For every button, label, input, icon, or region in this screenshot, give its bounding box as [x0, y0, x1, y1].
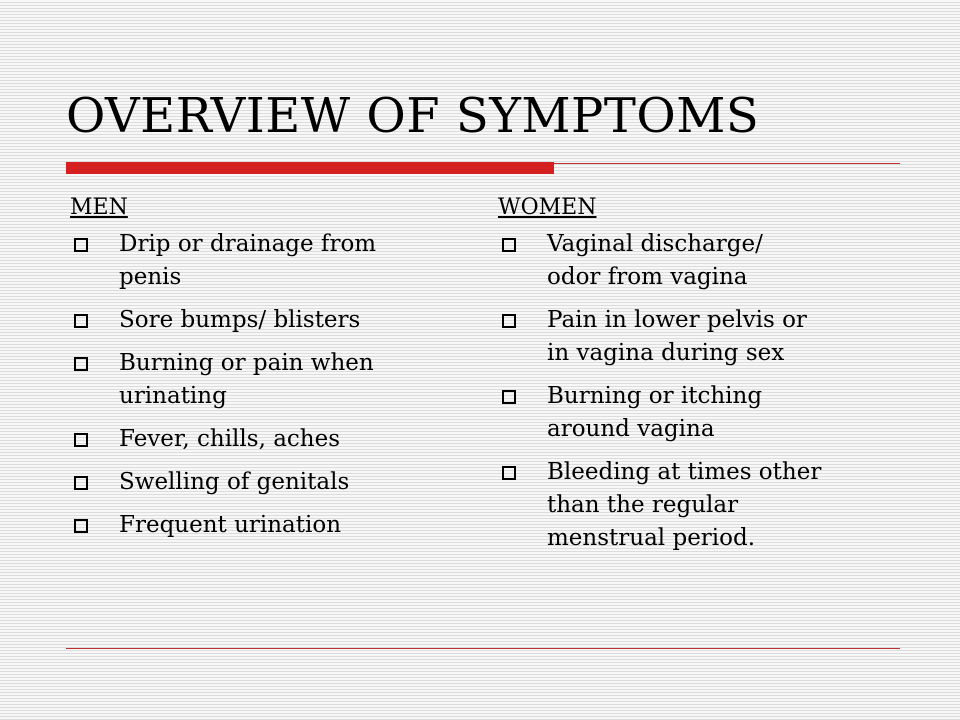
symptom-line: in vagina during sex — [547, 340, 785, 366]
men-symptom-item — [70, 509, 450, 542]
women-symptom-item — [498, 380, 878, 446]
square-bullet-icon — [502, 238, 516, 252]
women-column — [498, 192, 878, 565]
men-symptom-item — [70, 347, 450, 413]
women-symptom-item — [498, 304, 878, 370]
symptom-line: Drip or drainage from — [119, 231, 377, 257]
symptom-line: Vaginal discharge/ — [547, 231, 763, 257]
square-bullet-icon — [502, 466, 516, 480]
footer-divider — [66, 648, 900, 649]
women-symptom-item — [498, 456, 878, 555]
men-symptom-item — [70, 423, 450, 456]
symptom-line: menstrual period. — [547, 525, 756, 551]
symptom-line: Bleeding at times other — [547, 459, 822, 485]
square-bullet-icon — [502, 314, 516, 328]
women-symptom-item — [498, 228, 878, 294]
square-bullet-icon — [74, 357, 88, 371]
symptom-line: urinating — [119, 383, 227, 409]
symptom-line: Fever, chills, aches — [119, 426, 341, 452]
women-symptom-list — [498, 228, 878, 555]
symptom-line: than the regular — [547, 492, 739, 518]
symptom-line: Burning or itching — [547, 383, 763, 409]
symptom-line: Swelling of genitals — [119, 469, 350, 495]
symptom-line: Pain in lower pelvis or — [547, 307, 807, 333]
symptom-line: penis — [119, 264, 182, 290]
square-bullet-icon — [502, 390, 516, 404]
slide-title: OVERVIEW OF SYMPTOMS — [66, 88, 760, 144]
men-column — [70, 192, 450, 552]
symptom-line: Frequent urination — [119, 512, 342, 538]
title-underline-accent — [66, 162, 554, 174]
square-bullet-icon — [74, 314, 88, 328]
men-symptom-list — [70, 228, 450, 542]
men-symptom-item — [70, 304, 450, 337]
square-bullet-icon — [74, 433, 88, 447]
women-heading: WOMEN — [498, 195, 597, 220]
symptom-line: around vagina — [547, 416, 715, 442]
square-bullet-icon — [74, 476, 88, 490]
title-underline-thin — [554, 163, 900, 164]
symptom-line: Burning or pain when — [119, 350, 374, 376]
men-symptom-item — [70, 228, 450, 294]
men-heading: MEN — [70, 195, 128, 220]
symptom-line: odor from vagina — [547, 264, 748, 290]
symptom-line: Sore bumps/ blisters — [119, 307, 361, 333]
square-bullet-icon — [74, 238, 88, 252]
men-symptom-item — [70, 466, 450, 499]
square-bullet-icon — [74, 519, 88, 533]
